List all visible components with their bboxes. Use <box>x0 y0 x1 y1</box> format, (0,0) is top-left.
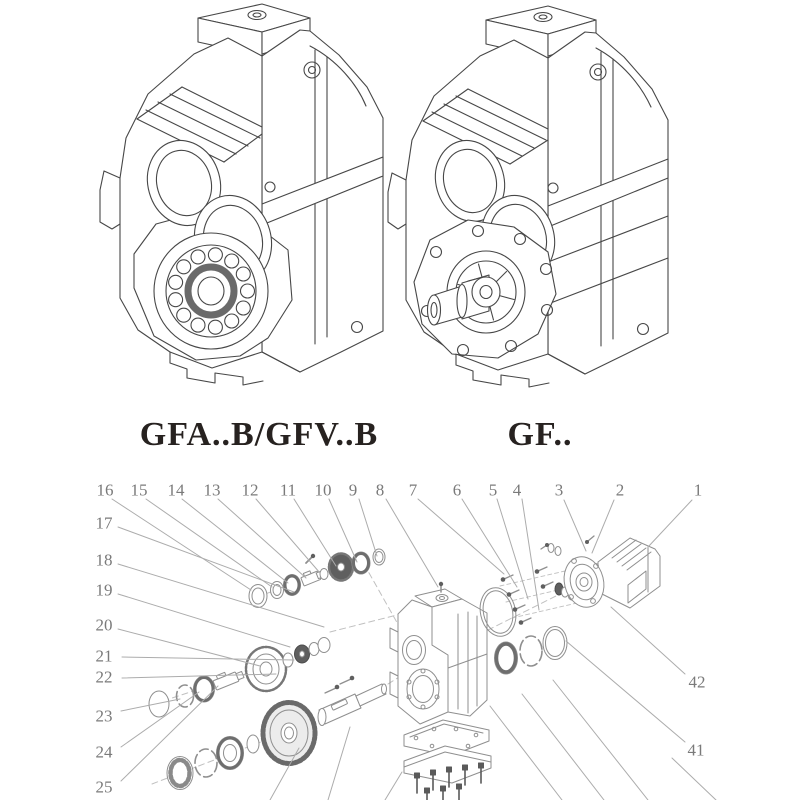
part-callout-14: 14 <box>167 480 185 500</box>
part-callout-8: 8 <box>375 480 385 500</box>
part-callout-5: 5 <box>488 480 498 500</box>
output-shaft <box>318 684 387 726</box>
part-callout-17: 17 <box>95 513 113 533</box>
part-callout-23: 23 <box>95 706 113 726</box>
part-callout-9: 9 <box>348 480 358 500</box>
part-callout-6: 6 <box>452 480 462 500</box>
part-callout-7: 7 <box>408 480 418 500</box>
part-callout-11: 11 <box>279 480 297 500</box>
oil-seal <box>495 642 518 674</box>
part-callout-13: 13 <box>203 480 221 500</box>
part-callout-20: 20 <box>95 615 113 635</box>
part-callout-18: 18 <box>95 550 113 570</box>
gfa-b-gfv-b-line-drawing <box>100 4 383 385</box>
part-callout-21: 21 <box>95 646 113 666</box>
part-callout-12: 12 <box>241 480 259 500</box>
part-callout-10: 10 <box>314 480 332 500</box>
motor-assembly <box>559 536 660 611</box>
input-shaft-parts <box>249 549 385 608</box>
part-callout-2: 2 <box>615 480 625 500</box>
part-callout-24: 24 <box>95 742 113 762</box>
part-callout-3: 3 <box>554 480 564 500</box>
part-callout-19: 19 <box>95 580 113 600</box>
model-label-gf: GF.. <box>507 416 573 453</box>
model-label-gfa-b-gfv-b: GFA..B/GFV..B <box>139 416 379 453</box>
assembly-axis-lines <box>152 564 578 784</box>
part-callout-42: 42 <box>688 672 706 692</box>
part-callout-22: 22 <box>95 667 113 687</box>
gearbox-housing <box>390 582 487 724</box>
exploded-parts-diagram <box>112 499 716 800</box>
shim-ring <box>543 627 567 660</box>
part-callout-4: 4 <box>512 480 522 500</box>
part-callout-1: 1 <box>693 480 703 500</box>
gf-line-drawing <box>388 6 668 387</box>
part-callout-41: 41 <box>687 740 705 760</box>
output-bearing <box>154 233 268 349</box>
part-callout-16: 16 <box>96 480 114 500</box>
retaining-ring <box>520 636 542 666</box>
output-gear <box>263 703 315 764</box>
part-callout-15: 15 <box>130 480 148 500</box>
part-callout-25: 25 <box>95 777 113 797</box>
